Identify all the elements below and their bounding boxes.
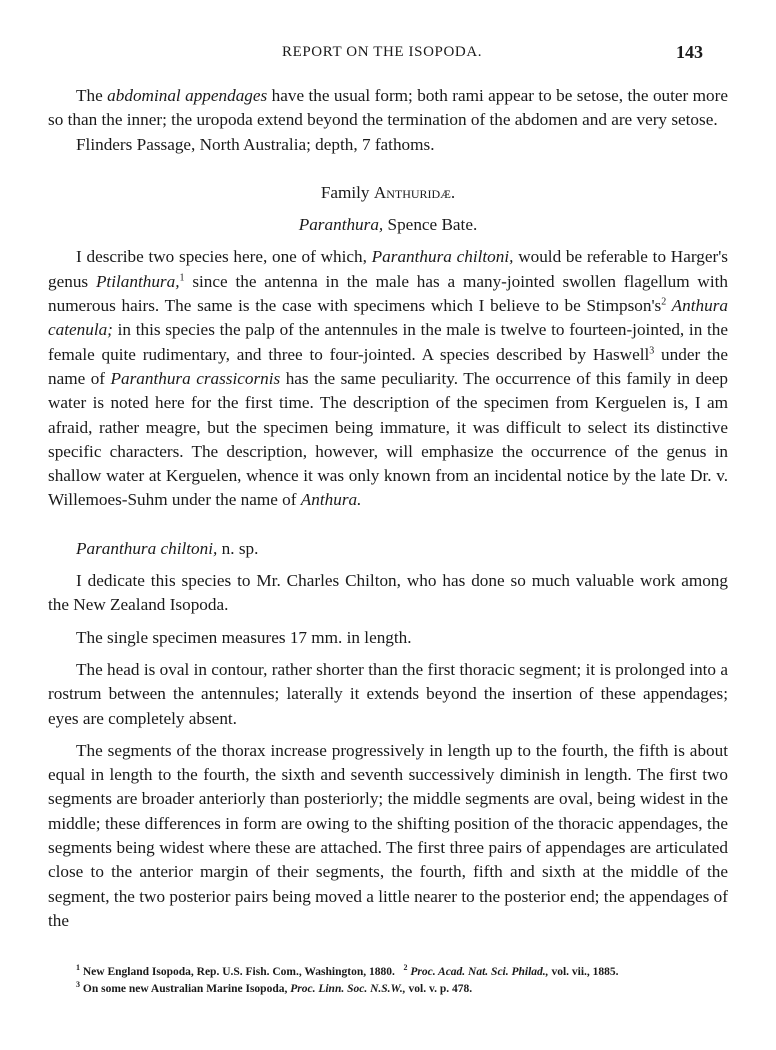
genus-heading: Paranthura, Spence Bate. xyxy=(298,215,478,235)
footnote-ref-3: 3 xyxy=(649,344,655,356)
family-heading: Family Anthuridæ. xyxy=(320,182,456,202)
body-text xyxy=(48,84,728,933)
footnote-ref-1: 1 xyxy=(179,272,185,284)
footnote-ref-2: 2 xyxy=(661,296,667,308)
paragraph-locality: Flinders Passage, North Australia; depth, 7 fathoms. xyxy=(76,134,435,154)
paragraph-abdominal-appendages: The abdominal appendages have the usual form; both rami appear to be setose, the outer more so than the inner; the uropoda extend beyond the termination of the abdomen and are very setose. xyxy=(48,86,728,130)
paragraph-dedication: I dedicate this species to Mr. Charles Chilton, who has done so much valuable work among the New Zealand Isopoda. xyxy=(48,571,728,615)
paragraph-measurement: The single specimen measures 17 mm. in length. xyxy=(76,627,412,647)
italic-term: abdominal appendages xyxy=(107,86,268,105)
paragraph-thorax: The segments of the thorax increase progressively in length up to the fourth, the fifth is about equal in length to the fourth, the sixth and seventh successively diminish in length. The first two segments are broader anteriorly than posteriorly; the middle segments are oval, being widest in the middle; these differences in form are owing to the shifting position of the thoracic appendages, the segments being widest where these are attached. The first three pairs of appendages are articulated close to the anterior margin of their segments, the fourth, fifth and sixth at the middle of the segment, the two posterior pairs being moved a little nearer to the posterior end; the appendages of the xyxy=(48,740,728,930)
footnote-3: $^3$ On some new Australian Marine Isopoda, Proc. Linn. Soc. N.S.W., vol. v. p. 478. xyxy=(76,980,473,995)
running-head xyxy=(0,42,776,66)
paragraph-head: The head is oval in contour, rather shorter than the first thoracic segment; it is prolonged into a rostrum between the antennules; laterally it extends beyond the insertion of these appendages; eyes are completely absent. xyxy=(48,659,728,728)
species-name: Paranthura chiltoni, xyxy=(76,538,218,558)
paragraph-genus-discussion: I describe two species here, one of which, Paranthura chiltoni, would be referable to Harger's genus Ptilanthura,$^1$ since the antenna in the male has a many-jointed swollen flagellum with numerous hairs. The same is the case with specimens which I believe to be $Stimpson's^2$ Anthura catenula; in this species the palp of the antennules in the male is twelve to fourteen-jointed, in the female quite rudimentary, and three to four-jointed. A species described by Haswell$^3$ under the name of Paranthura crassicornis has the same peculiarity. The occurrence of this family in deep water is noted here for the first time. The description of the specimen from Kerguelen is, I am afraid, rather meagre, but the specimen being immature, it was difficult to select its distinctive specific characters. The description, however, will emphasize the occurrence of the genus in shallow water at Kerguelen, whence it was only known from an incidental notice by the late Dr. v. Willemoes-Suhm under the name of Anthura. xyxy=(48,247,728,510)
family-name: Anthuridæ. xyxy=(373,182,456,202)
genus-name: Paranthura, xyxy=(298,215,384,235)
page-number: 143 xyxy=(676,42,703,62)
running-title: REPORT ON THE ISOPODA. xyxy=(282,44,483,60)
footnote-1: $^1$ New England Isopoda, Rep. U.S. Fish. Com., Washington, 1880. $^2$ Proc. Acad. Nat. Sci. Philad., vol. vii., 1885. xyxy=(76,963,619,978)
species-heading: Paranthura chiltoni, n. sp. xyxy=(76,538,259,558)
footnotes xyxy=(76,964,736,998)
